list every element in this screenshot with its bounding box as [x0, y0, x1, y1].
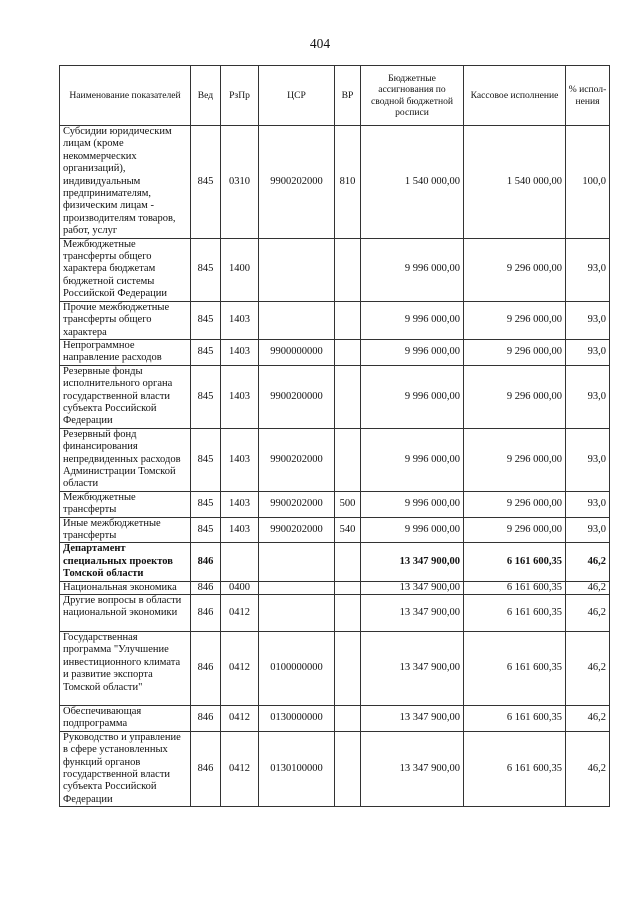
- row-vr: [335, 706, 361, 732]
- row-vr: [335, 595, 361, 632]
- row-percent: 46,2: [566, 595, 610, 632]
- col-header-budget: Бюджетные ассигнования по сводной бюджетной росписи: [361, 66, 464, 126]
- col-header-csr: ЦСР: [259, 66, 335, 126]
- col-header-vr: ВР: [335, 66, 361, 126]
- table-row: [60, 491, 610, 517]
- row-budget: 9 996 000,00: [361, 491, 464, 517]
- row-name: Государственная программа "Улучшение инвестиционного климата и развитие экспорта Томской области": [60, 632, 191, 706]
- row-percent: 93,0: [566, 365, 610, 428]
- row-ved: 846: [191, 581, 221, 594]
- row-name: Резервные фонды исполнительного органа государственной власти субъекта Российской Федерации: [60, 365, 191, 428]
- row-csr: 0130100000: [259, 731, 335, 806]
- row-budget: 9 996 000,00: [361, 428, 464, 491]
- row-execution: 9 296 000,00: [464, 339, 566, 365]
- row-ved: 846: [191, 731, 221, 806]
- row-percent: 93,0: [566, 517, 610, 543]
- row-vr: [335, 581, 361, 594]
- row-ved: 845: [191, 428, 221, 491]
- row-rzpr: 1403: [221, 491, 259, 517]
- row-ved: 845: [191, 301, 221, 339]
- row-rzpr: 0310: [221, 126, 259, 239]
- row-csr: 9900202000: [259, 491, 335, 517]
- row-csr: 9900000000: [259, 339, 335, 365]
- row-ved: 845: [191, 339, 221, 365]
- row-execution: 9 296 000,00: [464, 517, 566, 543]
- row-ved: 845: [191, 238, 221, 301]
- col-header-execution: Кассовое исполнение: [464, 66, 566, 126]
- row-rzpr: 0412: [221, 706, 259, 732]
- row-execution: 9 296 000,00: [464, 301, 566, 339]
- row-execution: 9 296 000,00: [464, 365, 566, 428]
- row-vr: [335, 632, 361, 706]
- row-vr: 500: [335, 491, 361, 517]
- row-name: Другие вопросы в области национальной экономики: [60, 595, 191, 632]
- row-ved: 846: [191, 595, 221, 632]
- row-execution: 9 296 000,00: [464, 491, 566, 517]
- budget-table: [59, 65, 610, 807]
- row-vr: [335, 339, 361, 365]
- row-execution: 6 161 600,35: [464, 595, 566, 632]
- row-execution: 6 161 600,35: [464, 731, 566, 806]
- row-rzpr: 0400: [221, 581, 259, 594]
- col-header-name: Наименование показателей: [60, 66, 191, 126]
- page-number: 404: [309, 36, 331, 51]
- row-percent: 46,2: [566, 632, 610, 706]
- row-name: Межбюджетные трансферты: [60, 491, 191, 517]
- row-execution: 6 161 600,35: [464, 632, 566, 706]
- row-csr: 9900202000: [259, 126, 335, 239]
- row-rzpr: 1403: [221, 428, 259, 491]
- row-name: Межбюджетные трансферты общего характера бюджетам бюджетной системы Российской Федерации: [60, 238, 191, 301]
- row-vr: [335, 731, 361, 806]
- row-ved: 845: [191, 491, 221, 517]
- row-csr: [259, 595, 335, 632]
- row-vr: [335, 238, 361, 301]
- row-execution: 1 540 000,00: [464, 126, 566, 239]
- row-csr: 9900200000: [259, 365, 335, 428]
- col-header-ved: Вед: [191, 66, 221, 126]
- row-ved: 845: [191, 126, 221, 239]
- row-name: Департамент специальных проектов Томской области: [60, 543, 191, 581]
- row-vr: 810: [335, 126, 361, 239]
- row-rzpr: 0412: [221, 731, 259, 806]
- row-budget: 9 996 000,00: [361, 365, 464, 428]
- row-rzpr: 0412: [221, 595, 259, 632]
- row-percent: 100,0: [566, 126, 610, 239]
- row-name: Резервный фонд финансирования непредвиденных расходов Администрации Томской области: [60, 428, 191, 491]
- row-budget: 9 996 000,00: [361, 339, 464, 365]
- table-row: [60, 706, 610, 732]
- row-vr: [335, 365, 361, 428]
- row-budget: 9 996 000,00: [361, 238, 464, 301]
- row-budget: 13 347 900,00: [361, 706, 464, 732]
- table-row: [60, 581, 610, 594]
- row-rzpr: [221, 543, 259, 581]
- row-budget: 13 347 900,00: [361, 581, 464, 594]
- row-name: Субсидии юридическим лицам (кроме некоммерческих организаций), индивидуальным предпринимателям, физическим лицам - производителям товаров, работ, услуг: [60, 126, 191, 239]
- row-vr: [335, 543, 361, 581]
- row-csr: 9900202000: [259, 517, 335, 543]
- row-percent: 93,0: [566, 428, 610, 491]
- row-rzpr: 0412: [221, 632, 259, 706]
- row-ved: 845: [191, 365, 221, 428]
- row-percent: 46,2: [566, 706, 610, 732]
- row-budget: 13 347 900,00: [361, 731, 464, 806]
- row-execution: 6 161 600,35: [464, 581, 566, 594]
- row-rzpr: 1403: [221, 365, 259, 428]
- row-csr: 0100000000: [259, 632, 335, 706]
- row-csr: [259, 543, 335, 581]
- row-name: Национальная экономика: [60, 581, 191, 594]
- row-rzpr: 1400: [221, 238, 259, 301]
- table-row: [60, 543, 610, 581]
- row-execution: 9 296 000,00: [464, 238, 566, 301]
- row-name: Обеспечивающая подпрограмма: [60, 706, 191, 732]
- row-name: Прочие межбюджетные трансферты общего характера: [60, 301, 191, 339]
- row-budget: 9 996 000,00: [361, 301, 464, 339]
- row-percent: 93,0: [566, 301, 610, 339]
- row-budget: 13 347 900,00: [361, 632, 464, 706]
- table-header-row: [60, 66, 610, 126]
- row-percent: 93,0: [566, 491, 610, 517]
- table-row: [60, 301, 610, 339]
- row-budget: 9 996 000,00: [361, 517, 464, 543]
- table-row: [60, 517, 610, 543]
- row-ved: 846: [191, 632, 221, 706]
- table-row: [60, 126, 610, 239]
- row-percent: 93,0: [566, 339, 610, 365]
- row-ved: 846: [191, 706, 221, 732]
- row-execution: 6 161 600,35: [464, 543, 566, 581]
- row-ved: 846: [191, 543, 221, 581]
- row-percent: 46,2: [566, 581, 610, 594]
- row-name: Иные межбюджетные трансферты: [60, 517, 191, 543]
- row-name: Непрограммное направление расходов: [60, 339, 191, 365]
- row-rzpr: 1403: [221, 301, 259, 339]
- col-header-percent: % испол-нения: [566, 66, 610, 126]
- row-csr: [259, 581, 335, 594]
- row-vr: [335, 428, 361, 491]
- row-csr: 0130000000: [259, 706, 335, 732]
- row-csr: [259, 238, 335, 301]
- row-budget: 1 540 000,00: [361, 126, 464, 239]
- row-percent: 46,2: [566, 731, 610, 806]
- table-row: [60, 365, 610, 428]
- row-vr: [335, 301, 361, 339]
- row-percent: 93,0: [566, 238, 610, 301]
- table-row: [60, 731, 610, 806]
- row-budget: 13 347 900,00: [361, 595, 464, 632]
- row-rzpr: 1403: [221, 339, 259, 365]
- row-csr: 9900202000: [259, 428, 335, 491]
- row-percent: 46,2: [566, 543, 610, 581]
- row-vr: 540: [335, 517, 361, 543]
- col-header-rzpr: РзПр: [221, 66, 259, 126]
- row-ved: 845: [191, 517, 221, 543]
- row-csr: [259, 301, 335, 339]
- table-row: [60, 632, 610, 706]
- table-row: [60, 428, 610, 491]
- row-execution: 9 296 000,00: [464, 428, 566, 491]
- table-row: [60, 595, 610, 632]
- table-row: [60, 339, 610, 365]
- row-name: Руководство и управление в сфере установленных функций органов государственной власти субъекта Российской Федерации: [60, 731, 191, 806]
- row-rzpr: 1403: [221, 517, 259, 543]
- table-row: [60, 238, 610, 301]
- row-execution: 6 161 600,35: [464, 706, 566, 732]
- row-budget: 13 347 900,00: [361, 543, 464, 581]
